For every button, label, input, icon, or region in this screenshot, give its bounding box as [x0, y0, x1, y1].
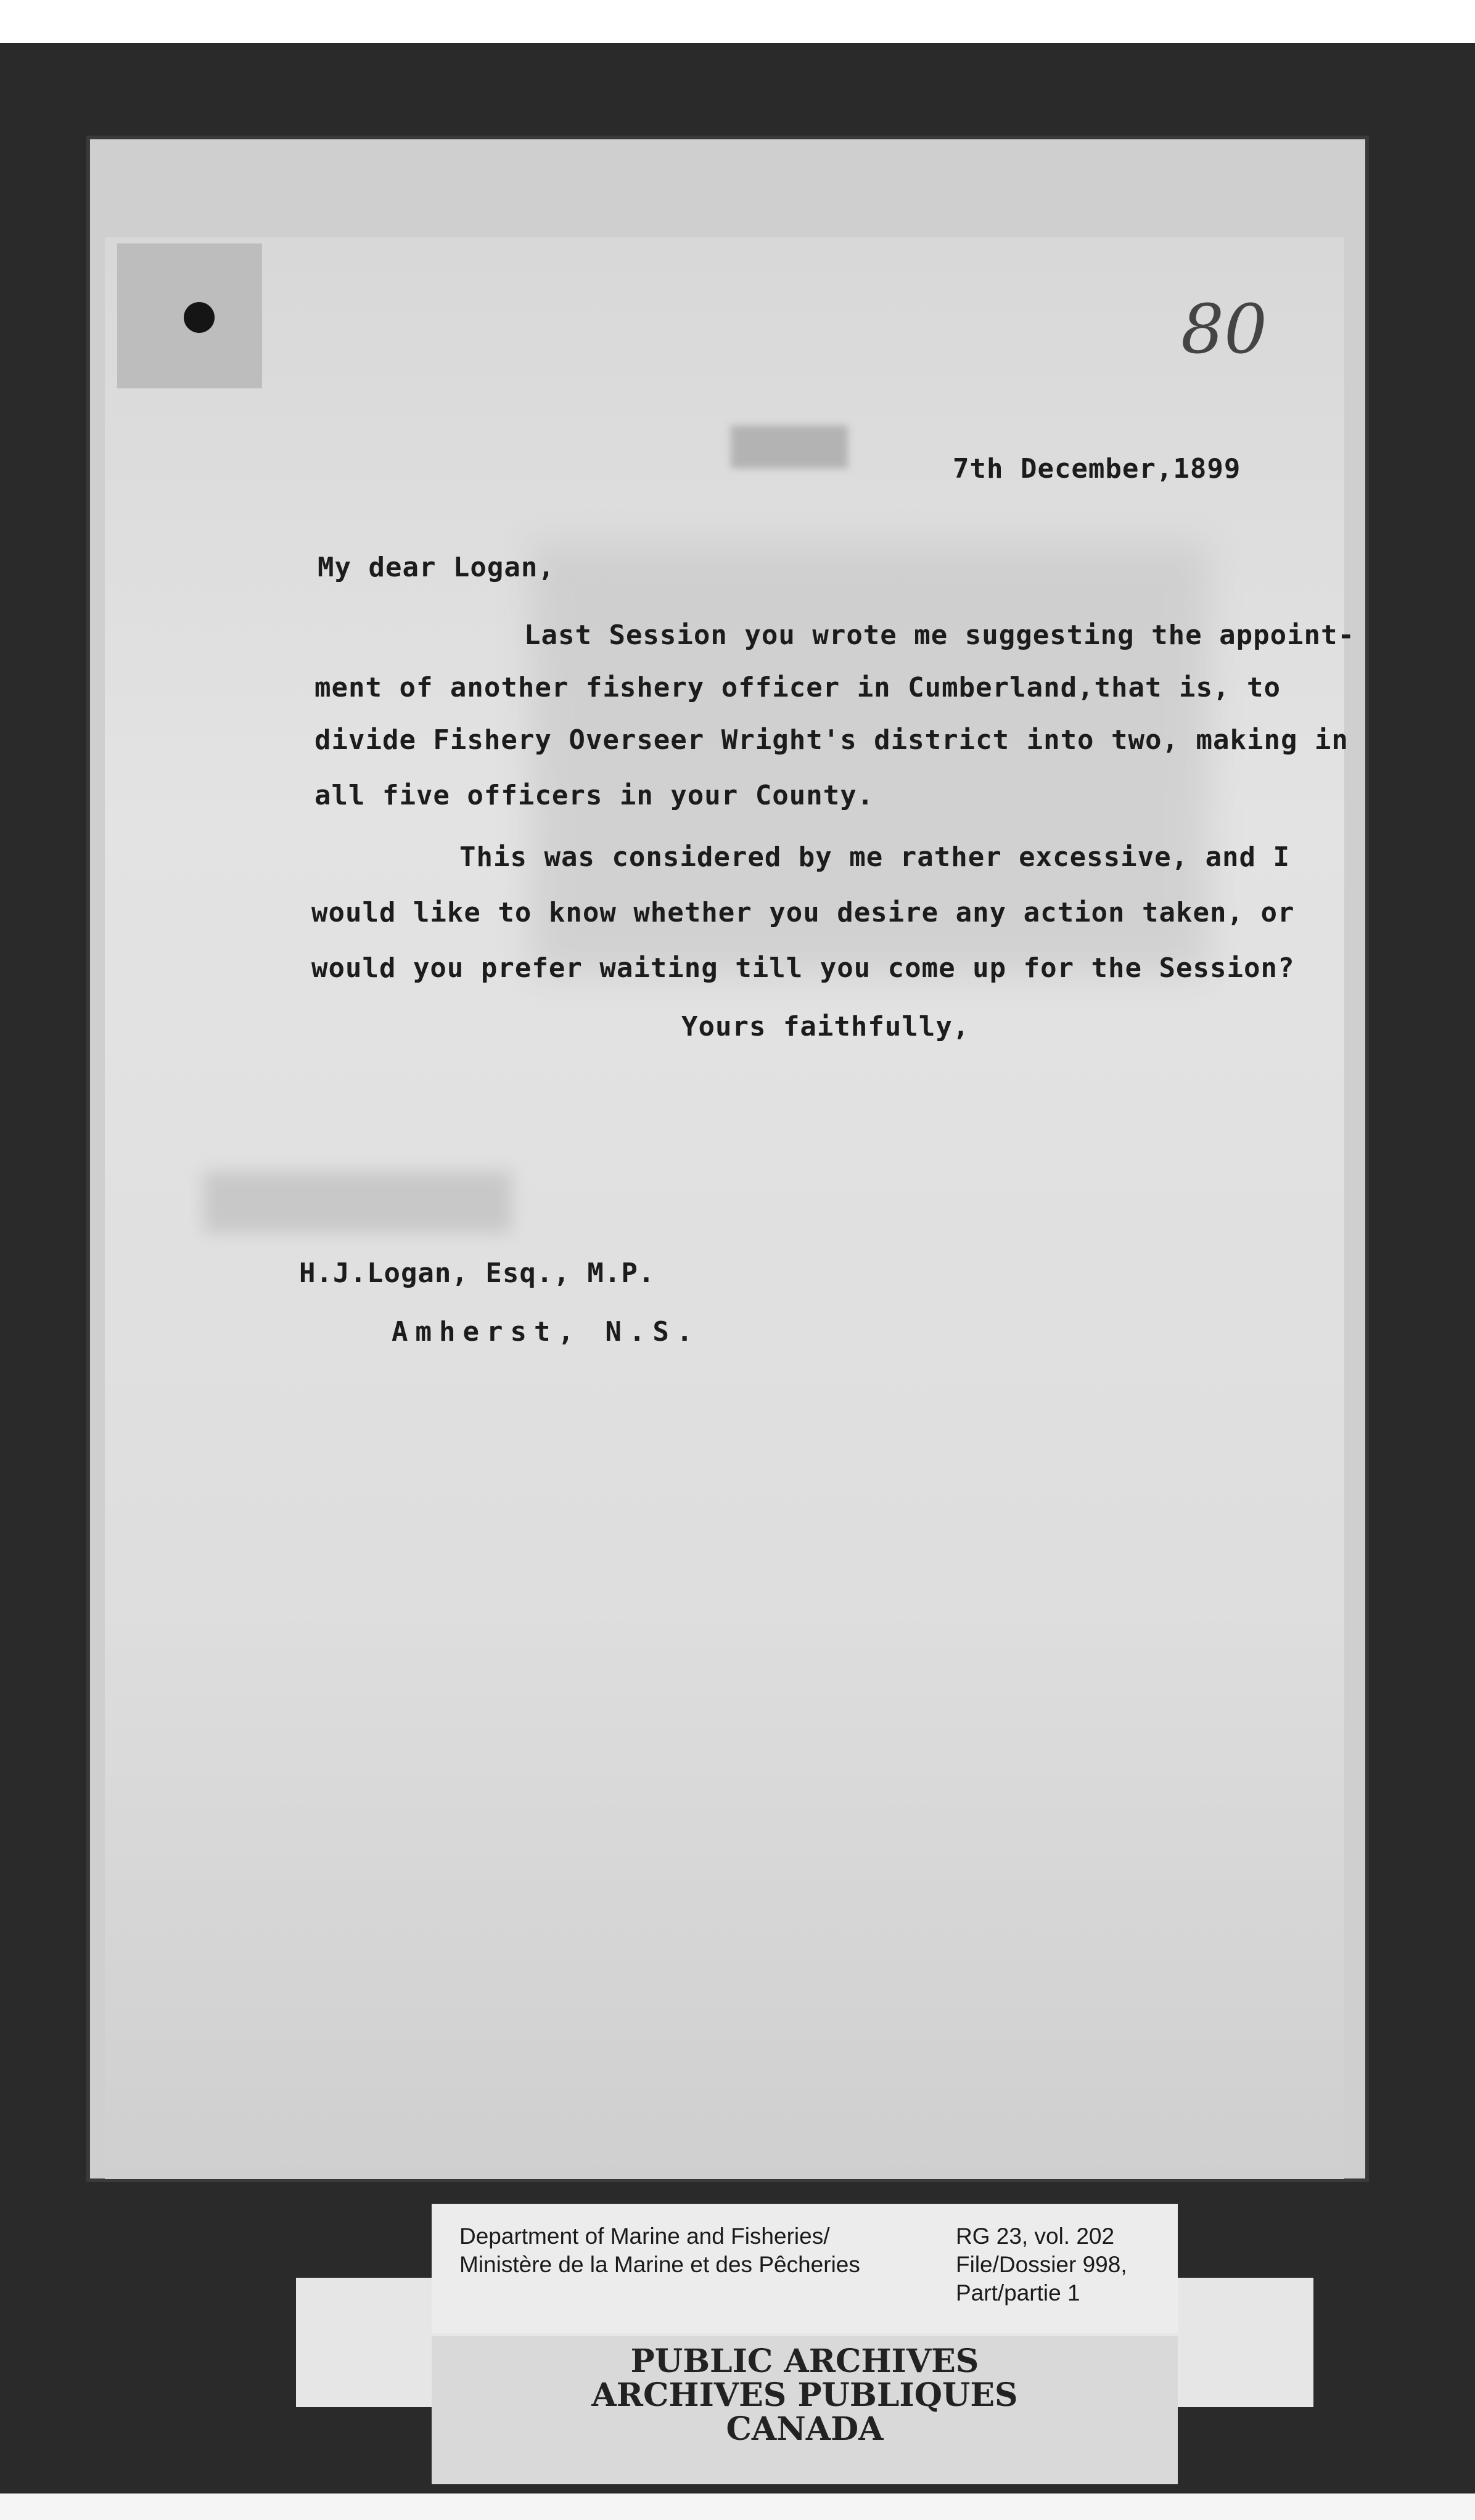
letter-closing: Yours faithfully, — [681, 1011, 970, 1042]
archive-stamp-line: ARCHIVES PUBLIQUES — [591, 2376, 1018, 2414]
archive-stamp-line: PUBLIC ARCHIVES — [630, 2342, 979, 2380]
letter-body-line: Last Session you wrote me suggesting the appoint- — [524, 620, 1355, 651]
archive-department-line: Department of Marine and Fisheries/ — [459, 2223, 830, 2249]
archive-reference — [956, 2222, 1127, 2307]
letter-body-line: would you prefer waiting till you come up for the Session? — [311, 952, 1295, 984]
archive-department-line: Ministère de la Marine et des Pêcheries — [459, 2252, 860, 2277]
letter-body-line: would like to know whether you desire any action taken, or — [311, 897, 1295, 928]
archive-stamp-line: CANADA — [726, 2410, 884, 2448]
archive-reference-line: RG 23, vol. 202 — [956, 2223, 1115, 2249]
archive-reference-line: File/Dossier 998, — [956, 2252, 1127, 2277]
folio-number: 80 — [1181, 290, 1267, 369]
archive-reference-label — [432, 2204, 1178, 2333]
blurred-bleedthrough-signature — [203, 1171, 512, 1233]
letter-body-line: ment of another fishery officer in Cumberland,that is, to — [314, 672, 1281, 703]
letter-address-city: Amherst, N.S. — [392, 1316, 701, 1348]
archive-department — [459, 2222, 860, 2279]
letter-body-line: divide Fishery Overseer Wright's district into two, making in — [314, 724, 1349, 756]
letter-addressee: H.J.Logan, Esq., M.P. — [299, 1258, 655, 1289]
blurred-bleedthrough-mark — [731, 425, 848, 468]
scan-top-margin — [0, 0, 1475, 43]
letter-body-line: This was considered by me rather excessive, and I — [459, 841, 1291, 873]
letter-date: 7th December,1899 — [953, 453, 1241, 485]
letter-body-line: all five officers in your County. — [314, 780, 874, 811]
scan-bottom-margin — [0, 2493, 1475, 2520]
punch-hole — [184, 302, 215, 333]
archive-reference-line: Part/partie 1 — [956, 2280, 1080, 2305]
letter-salutation: My dear Logan, — [318, 552, 555, 583]
